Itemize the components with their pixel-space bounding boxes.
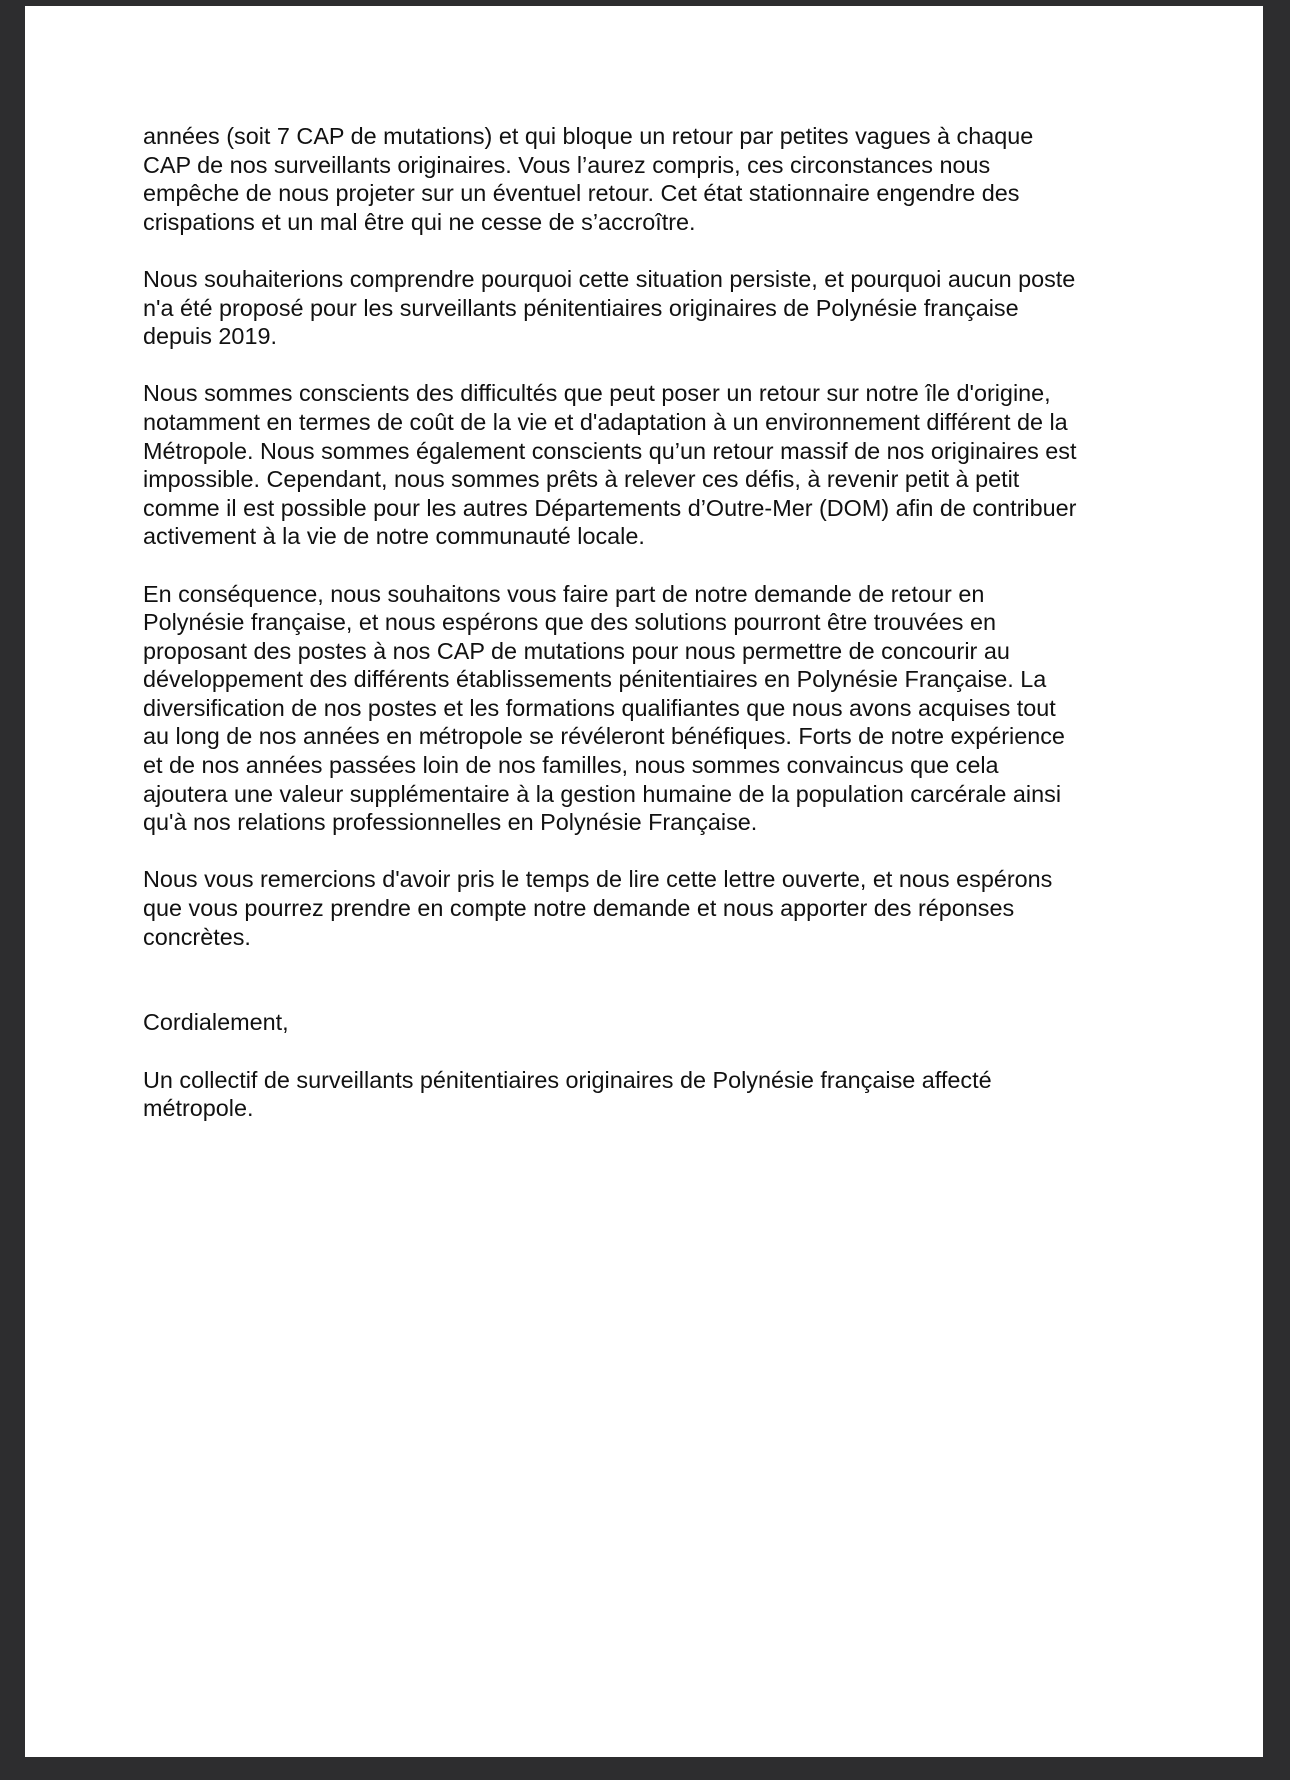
paragraph-request: [143, 580, 1153, 837]
text-line: diversification de nos postes et les formations qualifiantes que nous avons acquises tout: [143, 694, 1056, 721]
text-line: développement des différents établissements pénitentiaires en Polynésie Française. La: [143, 666, 1047, 693]
text-line: proposant des postes à nos CAP de mutations pour nous permettre de concourir au: [143, 637, 1010, 664]
text-line: Nous vous remercions d'avoir pris le temps de lire cette lettre ouverte, et nous espérons: [143, 866, 1053, 893]
text-line: Métropole. Nous sommes également conscients qu’un retour massif de nos originaires est: [143, 437, 1077, 464]
text-line: notamment en termes de coût de la vie et d'adaptation à un environnement différent de la: [143, 408, 1068, 435]
spacer: [143, 980, 1153, 1009]
paragraph-continuation: [143, 122, 1153, 236]
text-line: CAP de nos surveillants originaires. Vous l’aurez compris, ces circonstances nous: [143, 151, 991, 178]
signature-line: métropole.: [143, 1095, 254, 1122]
text-line: impossible. Cependant, nous sommes prêts à relever ces défis, à revenir petit à petit: [143, 466, 1020, 493]
text-line: concrètes.: [143, 923, 251, 950]
text-line: depuis 2019.: [143, 323, 277, 350]
text-line: et de nos années passées loin de nos familles, nous sommes convaincus que cela: [143, 752, 999, 779]
text-line: n'a été proposé pour les surveillants pénitentiaires originaires de Polynésie française: [143, 294, 1019, 321]
paragraph-thanks: [143, 865, 1153, 951]
text-line: En conséquence, nous souhaitons vous faire part de notre demande de retour en: [143, 580, 985, 607]
text-line: ajoutera une valeur supplémentaire à la gestion humaine de la population carcérale ainsi: [143, 780, 1062, 807]
text-line: empêche de nous projeter sur un éventuel retour. Cet état stationnaire engendre des: [143, 180, 1020, 207]
text-line: au long de nos années en métropole se révéleront bénéfiques. Forts de notre expérience: [143, 723, 1065, 750]
signature: [143, 1066, 1153, 1123]
text-line: qu'à nos relations professionnelles en Polynésie Française.: [143, 809, 758, 836]
text-line: Polynésie française, et nous espérons que des solutions pourront être trouvées en: [143, 609, 996, 636]
text-line: comme il est possible pour les autres Départements d’Outre-Mer (DOM) afin de contribuer: [143, 494, 1077, 521]
text-line: que vous pourrez prendre en compte notre demande et nous apporter des réponses: [143, 895, 1015, 922]
closing: [143, 1008, 1153, 1037]
text-line: Nous sommes conscients des difficultés que peut poser un retour sur notre île d'origine,: [143, 380, 1051, 407]
paragraph-difficulties: [143, 379, 1153, 551]
signature-line: Un collectif de surveillants pénitentiaires originaires de Polynésie française affecté: [143, 1066, 992, 1093]
document-page: [25, 6, 1263, 1757]
closing-text: Cordialement,: [143, 1009, 289, 1036]
text-line: crispations et un mal être qui ne cesse de s’accroître.: [143, 208, 696, 235]
paragraph-question: [143, 265, 1153, 351]
text-line: activement à la vie de notre communauté locale.: [143, 523, 645, 550]
text-line: années (soit 7 CAP de mutations) et qui bloque un retour par petites vagues à chaque: [143, 123, 1034, 149]
text-line: Nous souhaiterions comprendre pourquoi cette situation persiste, et pourquoi aucun poste: [143, 265, 1076, 292]
letter-body: [143, 122, 1153, 1123]
